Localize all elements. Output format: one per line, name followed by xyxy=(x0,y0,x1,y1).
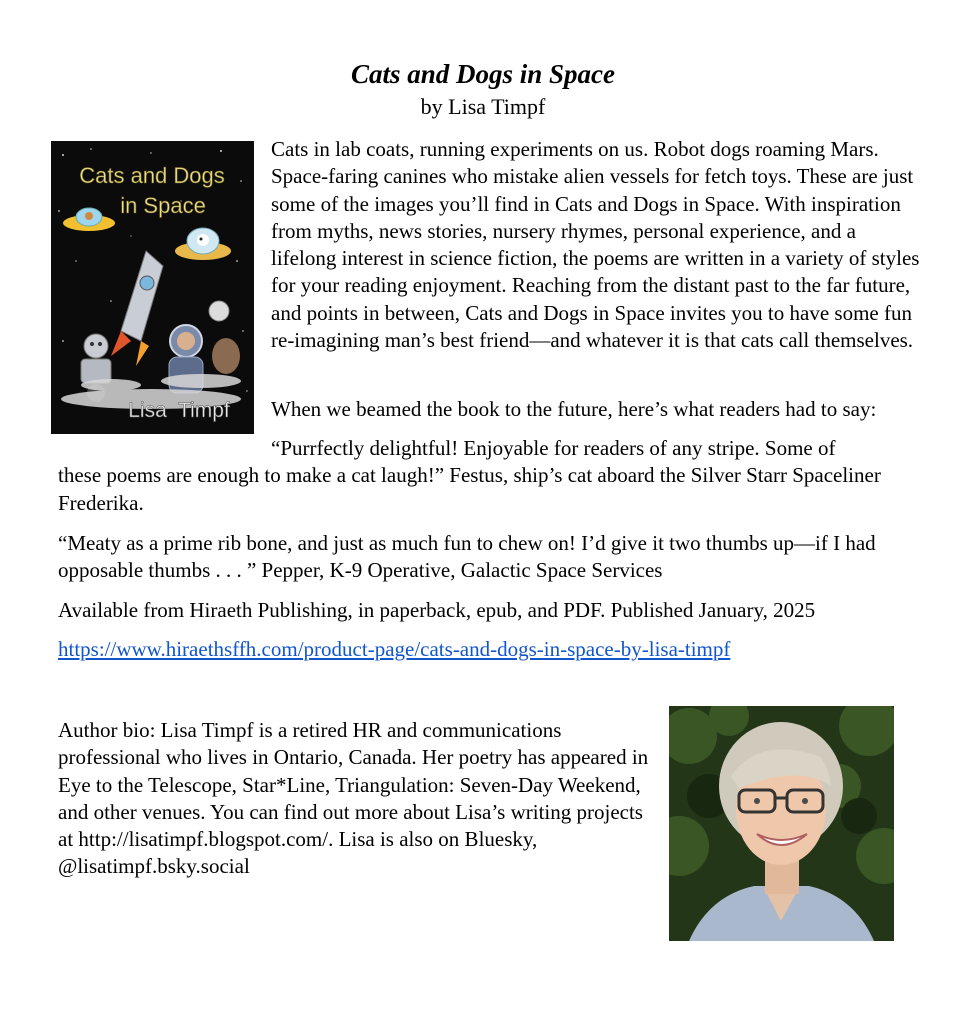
testimonial-festus-line1: “Purrfectly delightful! Enjoyable for readers of any stripe. Some of xyxy=(271,436,836,460)
cover-title-line1: Cats and Dogs xyxy=(79,163,225,188)
book-cover-image xyxy=(51,141,254,434)
testimonial-pepper: “Meaty as a prime rib bone, and just as much fun to chew on! I’d give it two thumbs up—if I had opposable thumbs . . . ” Pepper, K-9 Operative, Galactic Space Services xyxy=(58,531,876,583)
cover-author: Lisa Timpf xyxy=(128,399,230,422)
readers-intro-paragraph: When we beamed the book to the future, here’s what readers had to say: xyxy=(271,397,877,421)
book-title: Cats and Dogs in Space xyxy=(350,59,616,89)
author-bio-paragraph: Author bio: Lisa Timpf is a retired HR and communications professional who lives in Ontario, Canada. Her poetry has appeared in Eye to the Telescope, Star*Line, Triangulation: Seven-Day Weekend, and other venues. You can find out more about Lisa’s writing projects at http://lisatimpf.blogspot.com/. Lisa is also on Bluesky, @lisatimpf.bsky.social xyxy=(58,718,649,879)
author-photo xyxy=(669,706,894,941)
book-byline: by Lisa Timpf xyxy=(420,94,546,119)
testimonial-festus xyxy=(58,435,928,517)
intro-paragraph: Cats in lab coats, running experiments on us. Robot dogs roaming Mars. Space-faring canines who mistake alien vessels for fetch toys. These are just some of the images you’ll find in Cats and Dogs in Space. With inspiration from myths, news stories, nursery rhymes, personal experience, and a lifelong interest in science fiction, the poems are written in a variety of styles for your reading enjoyment. Reaching from the distant past to the far future, and points in between, Cats and Dogs in Space invites you to have some fun re-imagining man’s best friend—and whatever it is that cats call themselves. xyxy=(271,137,920,353)
testimonial-festus-rest: these poems are enough to make a cat laugh!” Festus, ship’s cat aboard the Silver Starr Spaceliner Frederika. xyxy=(58,463,881,515)
cover-title-line2: in Space xyxy=(120,193,206,218)
availability-paragraph: Available from Hiraeth Publishing, in paperback, epub, and PDF. Published January, 2025 xyxy=(58,598,816,622)
publisher-product-link[interactable]: https://www.hiraethsffh.com/product-page/cats-and-dogs-in-space-by-lisa-timpf xyxy=(58,637,731,661)
